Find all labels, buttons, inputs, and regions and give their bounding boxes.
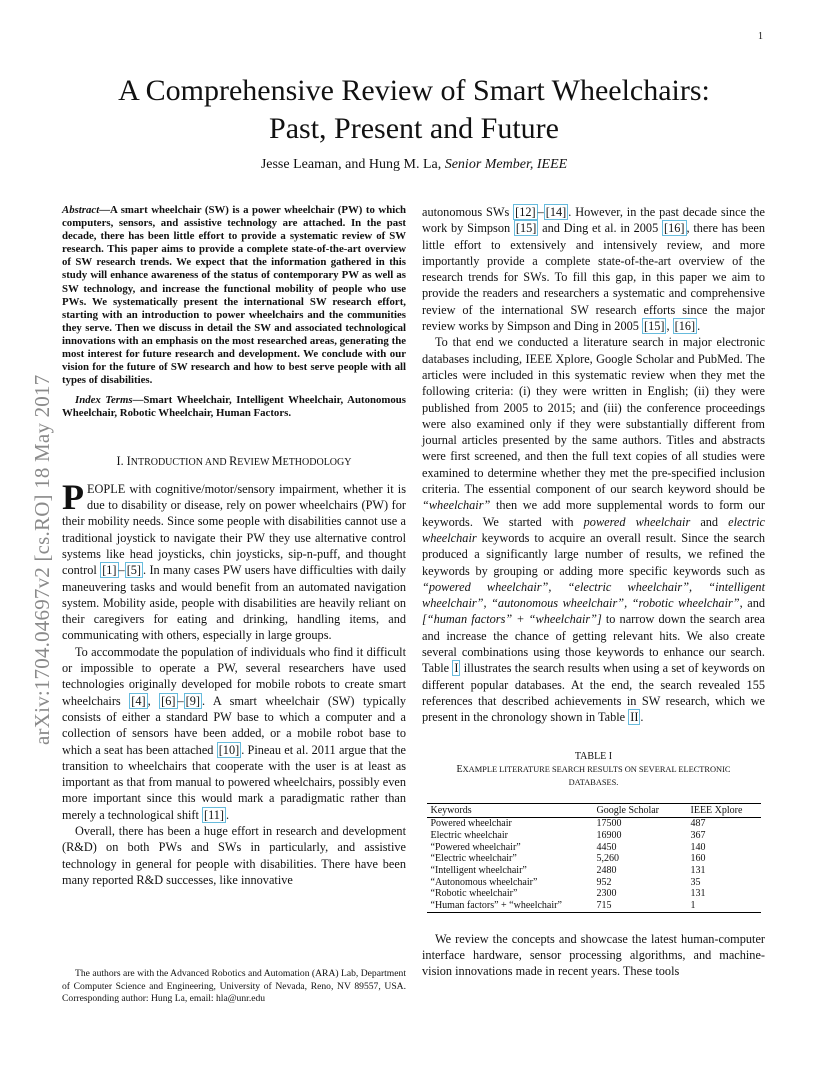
citation-link[interactable]: [16] — [674, 319, 696, 334]
citation-link[interactable]: [11] — [204, 807, 225, 822]
table-row: Electric wheelchair 16900 367 — [430, 829, 706, 841]
right-paragraph-1: autonomous SWs [12] – [14] . However, in the past decade since the work by Simpson [15] and Ding et al. in 2005 [16] , there has been little effort to extensively and intensively review, and more importantly provide a complete state-of-the-art overview of the research trends for SWs. To fill this gap, in this paper we aim to provide the readers and researchers a systematic and comprehensive review of the international SW research efforts since the major review works by Simpson and Ding in 2005 [15] , [16] . — [422, 205, 766, 334]
drop-cap: P — [62, 476, 84, 517]
author-role: Senior Member, IEEE — [444, 157, 568, 172]
table-row: “Intelligent wheelchair” 2480 131 — [430, 865, 706, 877]
author-names: Jesse Leaman, and Hung M. La, — [260, 157, 442, 172]
index-terms — [62, 394, 406, 420]
citation-link[interactable]: [5] — [126, 563, 142, 578]
search-results-table — [427, 803, 761, 913]
title-line-2: Past, Present and Future — [269, 112, 559, 145]
abstract — [62, 204, 406, 387]
table-row: “Human factors” + “wheelchair” 715 1 — [427, 900, 761, 912]
intro-paragraph-1: PEOPLE with cognitive/motor/sensory impairment, whether it is due to disability or disease, rely on power wheelchairs (PW) for their mobility needs. Since some people with disabilities cannot use a traditional joystick to navigate their PW they use alternative control systems like head joysticks, chin joysticks, sip-n-puff, and thought control [1] – [5] . In many cases PW users have difficulties with daily maneuvering tasks and would benefit from an automated navigation system. Mobility aside, people with disabilities are heavily reliant on their caregivers for eating and drinking, handling items, and communicating with others, especially in large groups. — [62, 476, 406, 643]
keyword-list: “powered wheelchair”, “electric wheelchair”, “intelligent wheelchair”, “autonomous wheelchair”, “robotic wheelchair” — [422, 579, 765, 611]
column-header: Keywords — [427, 803, 593, 818]
right-paragraph-3: We review the concepts and showcase the latest human-computer interface hardware, sensor processing algorithms, and machine-vision innovations made in recent years. These tools — [422, 931, 765, 979]
table-reference-link[interactable]: I — [454, 661, 459, 676]
page-number: 1 — [758, 31, 763, 42]
abstract-label: Abstract — [62, 204, 100, 216]
keyword: electric wheelchair — [422, 514, 766, 545]
citation-link[interactable]: [15] — [515, 221, 537, 236]
table-block — [422, 750, 765, 913]
table-caption: TABLE I EXAMPLE LITERATURE SEARCH RESULTS ON SEVERAL ELECTRONIC DATABASES. — [422, 750, 765, 789]
right-column — [422, 204, 765, 980]
abstract-text: —A smart wheelchair (SW) is a power wheelchair (PW) to which computers, sensors, and assistive technology are attached. In the past decade, there has been little effort to provide a systematic review of SW research. This paper aims to provide a complete state-of-the-art overview of SW research trends. We expect that the information gathered in this study will enhance awareness of the status of contemporary PW as well as SW technology, and increase the functional mobility of people who use PWs. We systematically present the international SW research effort, starting with an introduction to power wheelchairs and the communities they serve. Then we discuss in detail the SW and associated technological innovations with an emphasis on the most researched areas, generating the most interest for future research and development. We conclude with our vision for the future of SW research and how to best serve people with all types of disabilities. — [62, 204, 406, 387]
citation-link[interactable]: [10] — [218, 742, 240, 757]
keyword: [“human factors” + “wheelchair”] — [422, 612, 602, 627]
author-line — [60, 157, 768, 173]
table-row: “Autonomous wheelchair” 952 35 — [430, 876, 701, 888]
table-label: TABLE I — [574, 750, 613, 762]
citation-link[interactable]: [14] — [545, 205, 567, 219]
table-row: “Robotic wheelchair” 2300 131 — [430, 888, 706, 900]
left-column — [62, 204, 406, 888]
table-row: “Powered wheelchair” 4450 140 — [430, 841, 706, 853]
author-footnote: The authors are with the Advanced Robotics and Automation (ARA) Lab, Department of Computer Science and Engineering, University of Nevada, Reno, NV 89557, USA. Corresponding author: Hung La, email: hla@unr.edu — [62, 968, 406, 1005]
arxiv-identifier-stamp: arXiv:1704.04697v2 [cs.RO] 18 May 2017 — [30, 374, 54, 745]
citation-link[interactable]: [15] — [643, 319, 665, 334]
right-paragraph-2: To that end we conducted a literature search in major electronic databases including, IEEE Xplore, Google Scholar and PubMed. The articles were included in this systematic review when they met the following criteria: (i) they were written in English; (ii) they were published from 2005 to 2015; and (iii) the conference proceedings were also examined only if they were substantially different from journal articles presented by the same authors. Titles and abstracts were first screened, and then the full text copies of all studies were examined to determine whether they met the pre-specified inclusion criteria. The essential component of our search keyword should be “wheelchair” then we add more supplemental words to form our keywords. We started with powered wheelchair and electric wheelchair keywords to acquire an overall result. Since the search produced a significantly large number of results, we refined the keywords by grouping or adding more specific keywords such as “powered wheelchair”, “electric wheelchair”, “intelligent wheelchair”, “autonomous wheelchair”, “robotic wheelchair”, and [“human factors” + “wheelchair”] to narrow down the search area and increase the chance of getting relevant hits. We also create several combinations using those keywords to enhance our search. Table I illustrates the search results when using a set of keywords on different popular databases. At the end, the search revealed 155 references that described achievements in SW research, which we present in the chronology shown in Table II . — [422, 335, 766, 725]
keyword: powered wheelchair — [583, 514, 691, 529]
intro-paragraph-3: Overall, there has been a huge effort in research and development (R&D) on both PWs and SWs in particularly, and assistive technology in general for people with disabilities. There have been many reported R&D successes, like innovative — [62, 824, 406, 887]
column-header: IEEE Xplore — [687, 803, 761, 818]
table-row: Powered wheelchair 17500 487 — [430, 818, 706, 830]
citation-link[interactable]: [6] — [161, 693, 176, 708]
citation-link[interactable]: [12] — [515, 205, 536, 219]
keyword: “wheelchair” — [422, 498, 491, 513]
citation-link[interactable]: [4] — [131, 693, 146, 708]
paper-title — [60, 72, 768, 148]
table-row: “Electric wheelchair” 5,260 160 — [430, 853, 706, 865]
citation-link[interactable]: [9] — [185, 693, 200, 708]
table-header-row — [427, 803, 761, 818]
table-reference-link[interactable]: II — [630, 710, 639, 725]
intro-paragraph-2: To accommodate the population of individuals who find it difficult or impossible to operate a PW, several researchers have used technologies originally developed for mobile robots to create smart wheelchairs [4] , [6] – [9] . A smart wheelchair (SW) typically consists of either a standard PW base to which a computer and a collection of sensors have been added, or a mobile robot base to which a seat has been attached [10] . Pineau et al. 2011 argue that the transition to wheelchairs that cooperate with the user is at least as important as that from manual to powered wheelchairs, possibly even more important since this would mark a paradigmatic rather than merely a technological shift [11] . — [62, 644, 407, 822]
citation-link[interactable]: [16] — [664, 221, 685, 236]
section-heading: I. INTRODUCTION AND REVIEW METHODOLOGY — [116, 453, 352, 468]
title-line-1: A Comprehensive Review of Smart Wheelchairs: — [118, 74, 710, 107]
citation-link[interactable]: [1] — [102, 563, 117, 578]
index-terms-label: Index Terms — [75, 394, 133, 407]
index-terms-text: —Smart Wheelchair, Intelligent Wheelchair, Autonomous Wheelchair, Robotic Wheelchair, Human Factors. — [62, 394, 406, 420]
column-header: Google Scholar — [593, 803, 687, 818]
